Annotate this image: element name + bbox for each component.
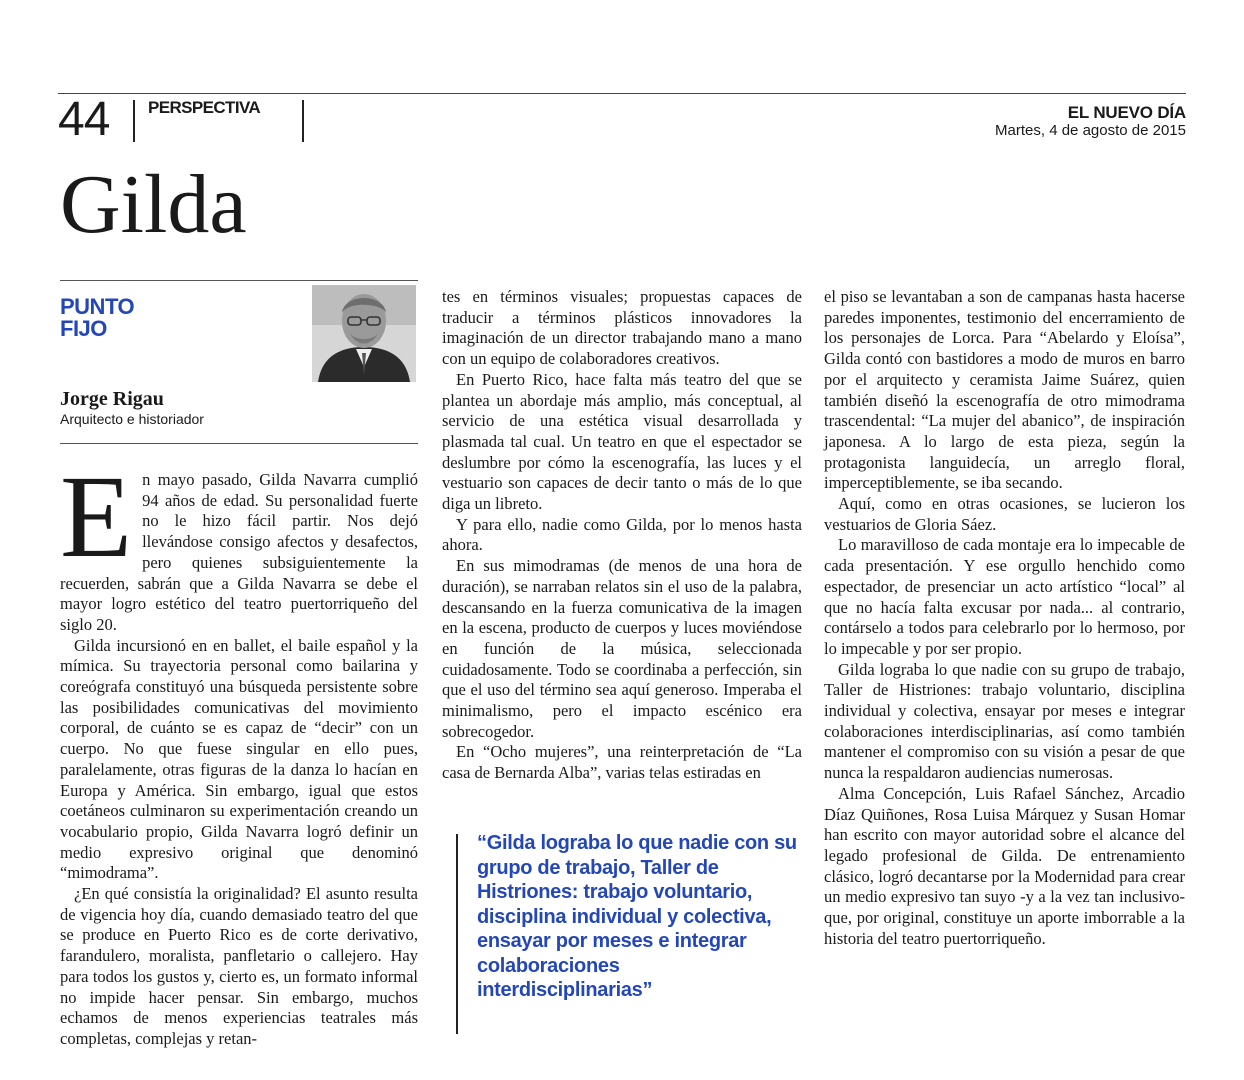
article-paragraph: ¿En qué consistía la originalidad? El asunto resulta de vigencia hoy día, cuando demasiado teatro del que se produce en Puerto Rico es de corte derivativo, farandulero, moralista, panfletario o callejero. Hay para todos los gustos y, cierto es, un formato informal no impide hacer pensar. Sin embargo, muchos echamos de menos experiencias teatrales más completas, complejas y retan- — [60, 884, 418, 1048]
masthead — [995, 104, 1186, 140]
author-role: Arquitecto e historiador — [60, 411, 204, 427]
article-paragraph: En Puerto Rico, hace falta más teatro del que se plantea un abordaje más amplio, más conceptual, al servicio de una estética visual desarrollada y plasmada tal cual. Un teatro en que el espectador se deslumbre por cómo la escenografía, las luces y el vestuario son capaces de decir tanto o más de lo que diga un libreto. — [442, 369, 802, 514]
header-rule — [58, 93, 1186, 94]
header-divider — [302, 100, 304, 142]
headline: Gilda — [60, 158, 247, 251]
page-number: 44 — [58, 93, 110, 146]
article-paragraph: tes en términos visuales; propuestas capaces de traducir a términos plásticos innovadores la imaginación de un director trabajando mano a mano con un equipo de colaboradores creativos. — [442, 287, 802, 369]
author-photo — [312, 285, 416, 382]
article-paragraph: Gilda incursionó en en ballet, el baile español y la mímica. Su trayectoria personal como bailarina y coreógrafa constituyó una búsqueda persistente sobre las posibilidades comunicativas del movimiento corporal, de cuánto se es capaz de “decir” con un cuerpo. No que fuese singular en ello pues, paralelamente, otras figuras de la danza lo hacían en Europa y América. Sin embargo, igual que estos coetáneos culminaron su experimentación creando un vocabulario propio, Gilda Navarra logró definir un medio expresivo original que denominó “mimodrama”. — [60, 635, 418, 883]
byline-top-rule — [60, 280, 418, 281]
article-column-3 — [824, 287, 1185, 950]
section-label: PERSPECTIVA — [148, 98, 261, 117]
pullquote-bar — [456, 834, 458, 1034]
article-paragraph: Aquí, como en otras ocasiones, se lucieron los vestuarios de Gloria Sáez. — [824, 494, 1185, 534]
article-paragraph: En “Ocho mujeres”, una reinterpretación de “La casa de Bernarda Alba”, varias telas estiradas en — [442, 742, 802, 783]
article-paragraph: el piso se levantaban a son de campanas hasta hacerse paredes imponentes, testimonio del encerramiento de los personajes de Lorca. Para “Abelardo y Eloísa”, Gilda contó con bastidores a modo de muros en barro por el arquitecto y ceramista Jaime Suárez, quien también diseñó la escenografía de otro mimodrama trascendental: “La mujer del abanico”, de inspiración japonesa. A lo largo de esta pieza, según la protagonista languidecía, un arreglo floral, imperceptiblemente, se iba secando. — [824, 287, 1185, 493]
article-column-1 — [60, 451, 418, 1050]
header-divider — [133, 100, 135, 142]
pull-quote: “Gilda lograba lo que nadie con su grupo de trabajo, Taller de Histriones: trabajo voluntario, disciplina individual y colectiva, ensayar por meses e integrar colaboraciones interdisciplinarias” — [477, 832, 797, 1001]
article-paragraph: Alma Concepción, Luis Rafael Sánchez, Arcadio Díaz Quiñones, Rosa Luisa Márquez y Susan Homar han escrito con mayor autoridad sobre el alcance del legado profesional de Gilda. De entrenamiento clásico, logró decantarse por la Modernidad para crear un medio expresivo tan suyo -y a la vez tan inclusivo- que, por original, constituye un aporte imborrable a la historia del teatro puertorriqueño. — [824, 783, 1185, 948]
author-name: Jorge Rigau — [60, 388, 164, 410]
publication-date: Martes, 4 de agosto de 2015 — [995, 122, 1186, 139]
article-paragraph: Gilda lograba lo que nadie con su grupo de trabajo, Taller de Histriones: trabajo voluntario, disciplina individual y colectiva, ensayar por meses e integrar colaboraciones interdisciplinarias, así como también mantener el compromiso con su visión a pesar de que nunca la respaldaron audiencias numerosas. — [824, 659, 1185, 783]
paragraph-text: n mayo pasado, Gilda Navarra cumplió 94 años de edad. Su personalidad fuerte no le hizo fácil partir. Nos dejó llevándose consigo afectos y desafectos, pero quienes subsiguientemente la recuerden, sabrán que a Gilda Navarra se debe el mayor logro estético del teatro puertorriqueño del siglo 20. — [60, 470, 418, 634]
author-portrait-image — [312, 285, 416, 382]
column-name-text: PUNTO FIJO — [60, 294, 135, 341]
drop-cap: E — [60, 451, 133, 582]
article-column-2 — [442, 287, 802, 784]
byline-bottom-rule — [60, 443, 418, 444]
article-paragraph: Lo maravilloso de cada montaje era lo impecable de cada presentación. Y ese orgullo henchido como espectador, de presenciar un acto artístico “local” al que no hacía falta excusar por nada... al contrario, contárselo a todos para celebrarlo por lo hermoso, por lo impecable y por ser propio. — [824, 535, 1185, 658]
newspaper-name: EL NUEVO DÍA — [1067, 103, 1186, 122]
article-paragraph: En sus mimodramas (de menos de una hora de duración), se narraban relatos sin el uso de la palabra, descansando en la fuerza comunicativa de la imagen en la escena, producto de cuerpos y luces moviéndose en función de la música, seleccionada cuidadosamente. Todo se coordinaba a perfección, sin que el uso del término sea aquí generoso. Imperaba el minimalismo, pero el impacto escénico era sobrecogedor. — [442, 556, 802, 741]
article-paragraph: Y para ello, nadie como Gilda, por lo menos hasta ahora. — [442, 514, 802, 555]
article-paragraph — [60, 451, 418, 636]
column-name — [60, 296, 160, 340]
